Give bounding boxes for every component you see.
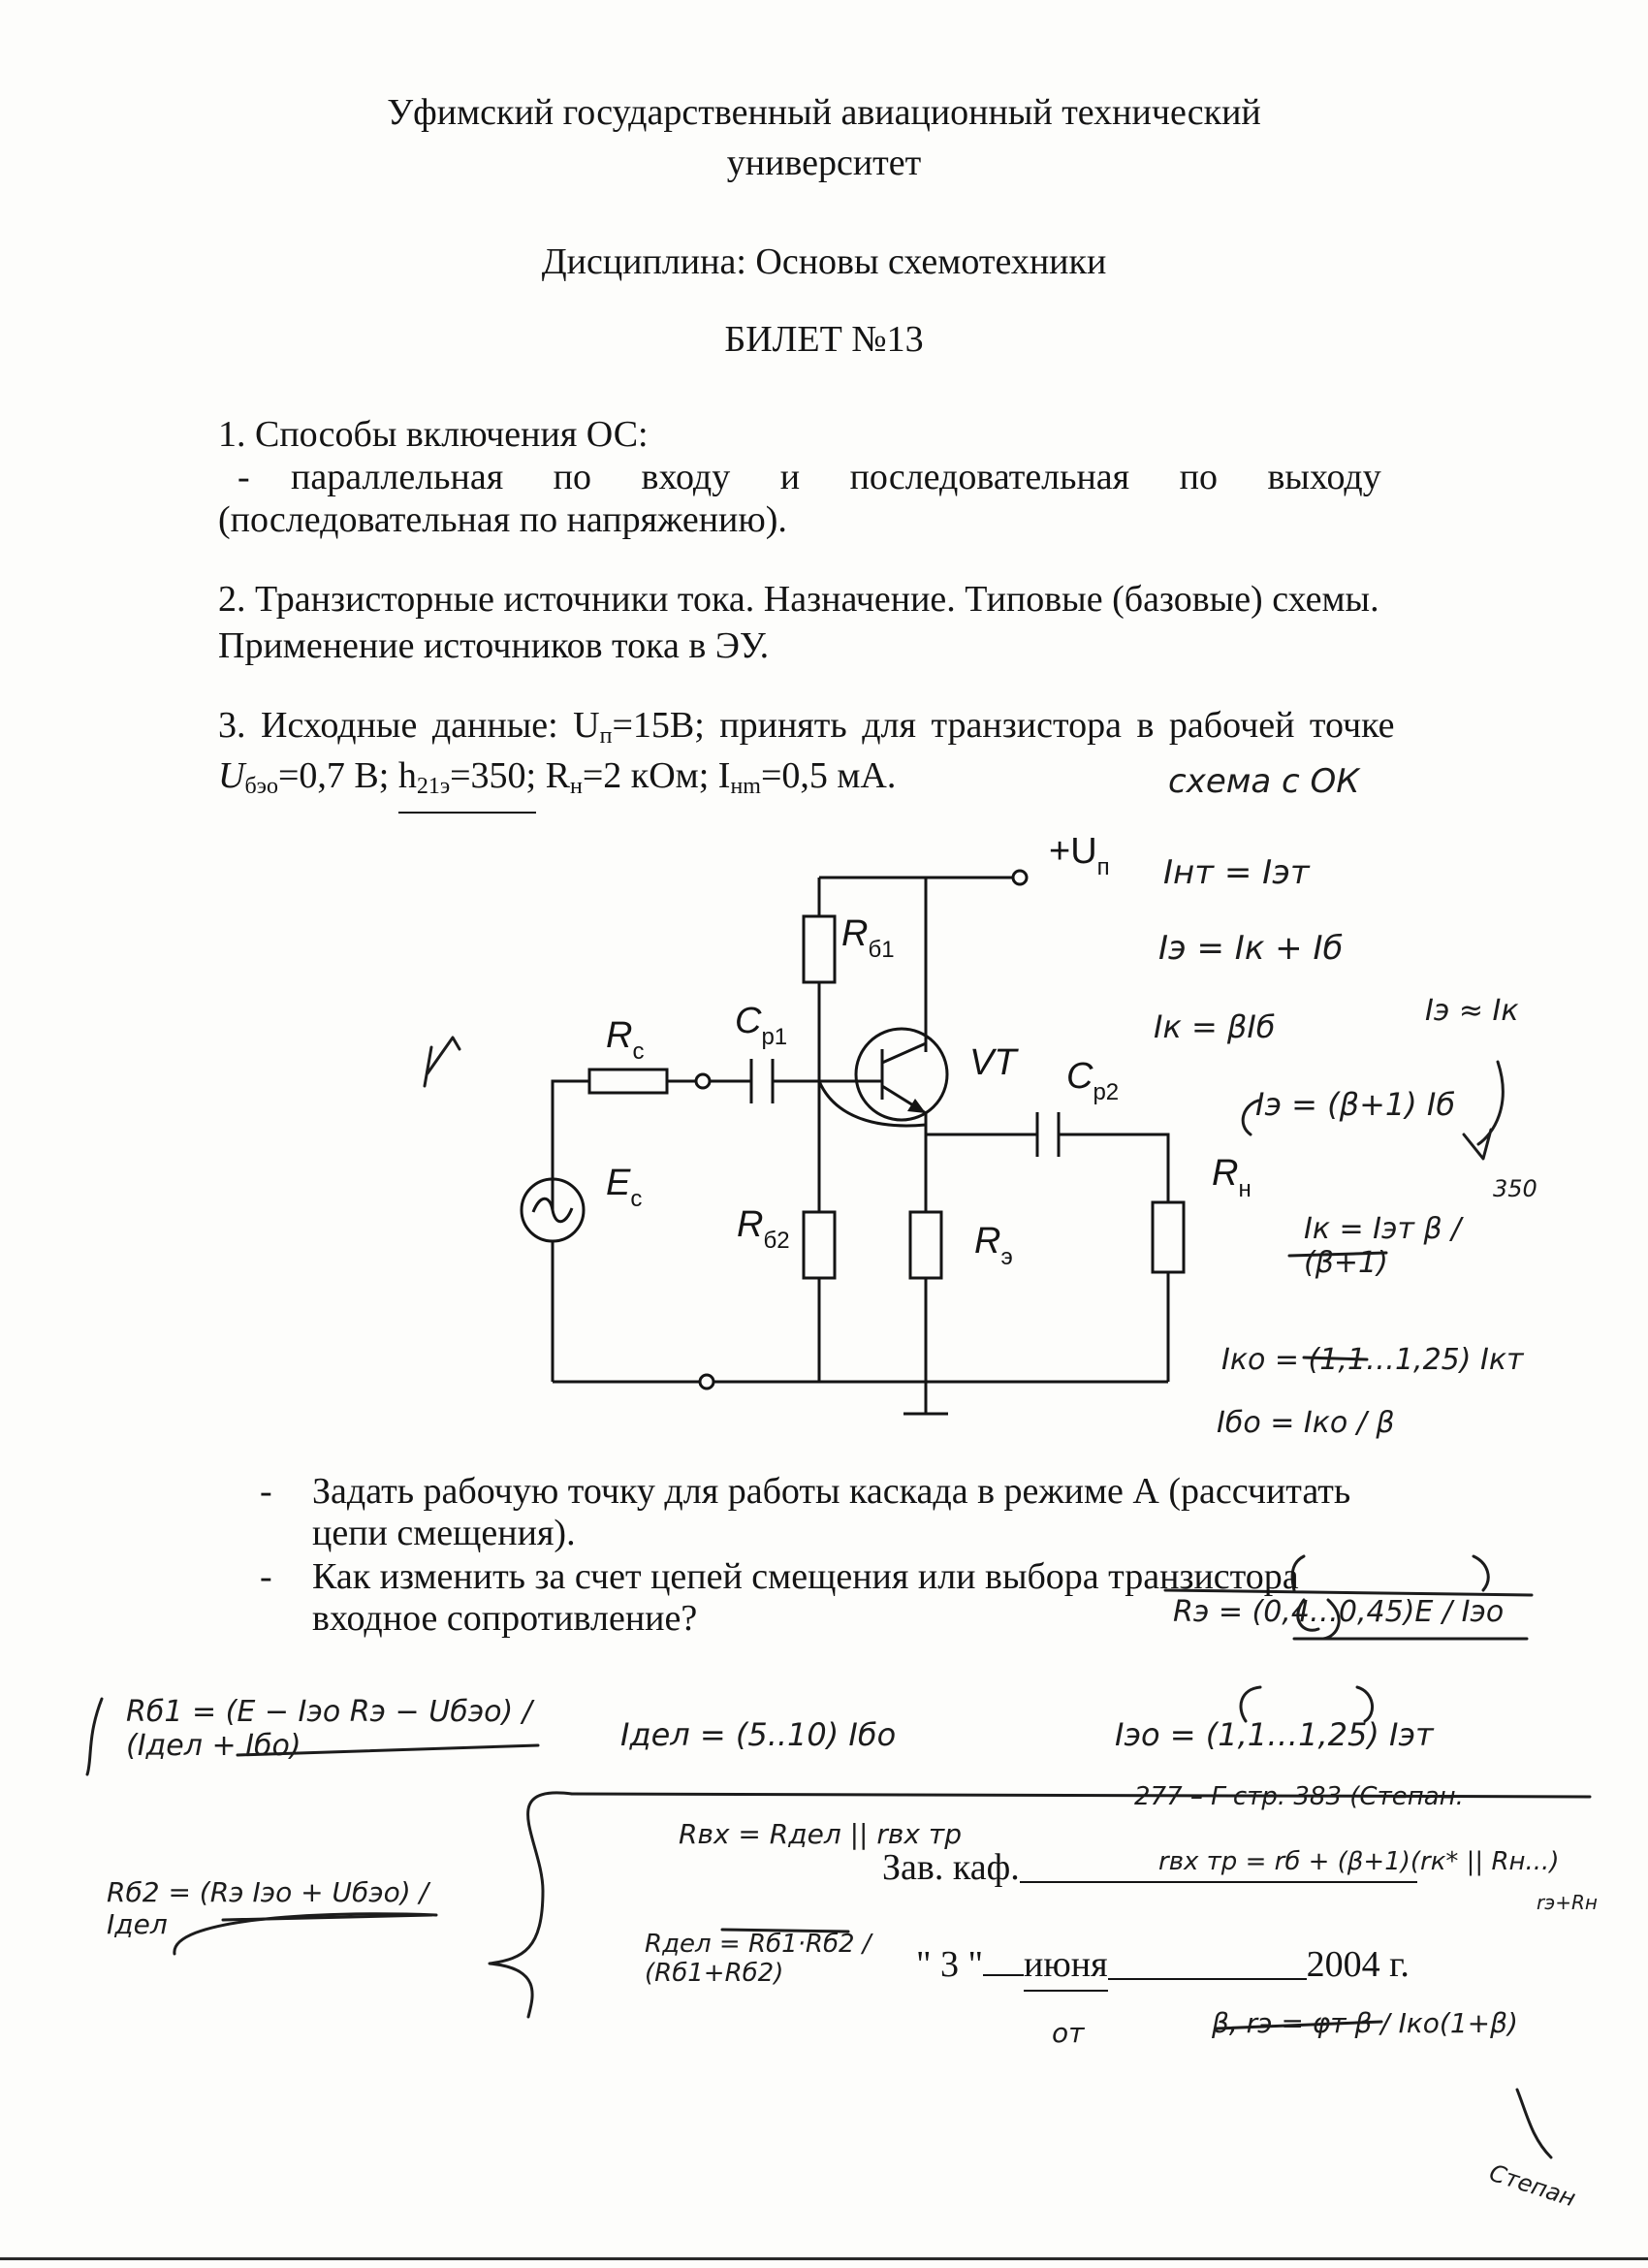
hw-formula-11: Iэо = (1,1…1,25) Iэт: [1115, 1716, 1434, 1753]
ground-rail: [553, 1382, 1168, 1414]
hw-formula-12: 277 – Г стр. 383 (Степан.: [1134, 1782, 1464, 1811]
hw-formula-19: rэ+Rн: [1537, 1891, 1598, 1914]
q3-symbol-u: U: [218, 755, 245, 796]
hw-formula-17: от: [1052, 2017, 1085, 2049]
scan-edge-line: [0, 2257, 1648, 2260]
signature-line: [1020, 1881, 1417, 1883]
date-line: [916, 1939, 1410, 1992]
question-2-line1: 2. Транзисторные источники тока. Назначение. Типовые (базовые) схемы.: [218, 579, 1379, 620]
task-1-line2: цепи смещения).: [312, 1513, 576, 1553]
hw-formula-3: Iк = βIб: [1154, 1008, 1276, 1045]
re-resistor: [910, 1212, 941, 1278]
hw-formula-13: Rвх = Rдел || rвх тр: [679, 1818, 962, 1850]
q3-sub-p: п: [599, 723, 613, 749]
transistor-vt: [856, 1029, 947, 1120]
hw-formula-16: Rдел = Rб1·Rб2 / (Rб1+Rб2): [645, 1930, 872, 1988]
hw-formula-10: Iдел = (5..10) Iбо: [620, 1716, 897, 1753]
q3-symbol-r: R: [545, 755, 570, 796]
discipline-title: Дисциплина: Основы схемотехники: [541, 241, 1107, 282]
hw-formula-3b: Iэ ≈ Iк: [1425, 994, 1519, 1028]
date-month: июня: [1024, 1939, 1108, 1992]
hw-formula-20: Степан: [1485, 2158, 1579, 2213]
ink-stroke-bottom: [1517, 2090, 1551, 2157]
cp1-label: $C_{р1}$: [735, 1001, 788, 1050]
rn-resistor: [1153, 1202, 1184, 1272]
ink-scribble: [425, 1038, 460, 1086]
q3-value-u: =0,7 В;: [277, 755, 390, 796]
cp1-capacitor: [710, 1059, 819, 1103]
rc-label: $R_c$: [606, 1015, 645, 1065]
task-1-bullet: -: [260, 1471, 272, 1512]
q3-sub-nm: нm: [730, 774, 761, 799]
ink-arrow: [1464, 1062, 1503, 1159]
q3-sub-n: н: [569, 774, 583, 799]
rb1-label: $R_{б1}$: [841, 913, 895, 963]
q3-value-h: =350;: [450, 755, 537, 796]
question-2-line2: Применение источников тока в ЭУ.: [218, 625, 770, 666]
cp2-capacitor: [1037, 1112, 1059, 1157]
hw-formula-1: Iнт = Iэт: [1163, 853, 1310, 892]
hw-formula-5: Iк = Iэт β / (β+1): [1304, 1212, 1462, 1280]
rb1-resistor: [804, 916, 835, 982]
supply-label: $+U_п$: [1049, 831, 1110, 880]
hw-formula-2: Iэ = Iк + Iб: [1158, 929, 1344, 968]
task-1-line1: Задать рабочую точку для работы каскада в режиме А (рассчитать: [312, 1471, 1351, 1512]
q3-sub-h: 21э: [416, 774, 451, 799]
task-2-line1: Как изменить за счет цепей смещения или выбора транзистора: [312, 1556, 1299, 1597]
hw-formula-4: Iэ = (β+1) Iб: [1255, 1086, 1456, 1123]
hw-formula-9: Rб1 = (E − Iэо Rэ − Uбэо) / (Iдел + Iбо): [126, 1695, 532, 1763]
question-1-title: 1. Способы включения ОС:: [218, 414, 649, 455]
hw-formula-4b: 350: [1493, 1175, 1537, 1202]
hw-formula-15: Rб2 = (Rэ Iэо + Uбэо) / Iдел: [107, 1876, 428, 1940]
q3-value-r: =2 кОм;: [582, 755, 710, 796]
hw-note-scheme: схема с ОК: [1168, 762, 1360, 801]
vt-label: VT: [969, 1042, 1017, 1083]
hw-formula-8: Rэ = (0,4…0,45)E / Iэо: [1173, 1595, 1505, 1629]
ticket-number: БИЛЕТ №13: [724, 319, 924, 360]
ink-brace: [490, 1793, 572, 2017]
question-1-line1: параллельная по входу и последовательная по выходу: [291, 457, 1381, 497]
re-label: $R_э$: [974, 1221, 1013, 1270]
rb2-resistor: [804, 1212, 835, 1278]
head-label: Зав. каф.: [882, 1847, 1020, 1888]
supply-terminal: [1013, 871, 1027, 884]
q3-value-i: =0,5 мА.: [760, 755, 897, 796]
q3-symbol-h: h: [397, 755, 417, 796]
date-day: " 3 ": [916, 1944, 984, 1985]
q3-text-rest: =15В; принять для транзистора в рабочей точке: [612, 705, 1395, 746]
ground-terminal: [700, 1375, 713, 1389]
ink-question-hook: [87, 1699, 102, 1774]
hw-formula-7: Iбо = Iко / β: [1217, 1406, 1395, 1440]
university-name-line2: университет: [726, 143, 922, 183]
ec-label: $E_c$: [606, 1163, 643, 1212]
hw-formula-6: Iко = (1,1…1,25) Iкт: [1221, 1343, 1524, 1377]
hw-formula-14: rвх тр = rб + (β+1)(rк* || Rн...): [1158, 1847, 1560, 1876]
rc-resistor: [589, 1070, 667, 1093]
question-1-line2: (последовательная по напряжению).: [218, 499, 787, 540]
task-2-bullet: -: [260, 1556, 272, 1597]
task-2-line2: входное сопротивление?: [312, 1598, 698, 1639]
q3-text-start: 3. Исходные данные: U: [218, 705, 600, 746]
rb2-label: $R_{б2}$: [737, 1204, 790, 1254]
q3-symbol-i: I: [717, 755, 731, 796]
hw-formula-18: β, rэ = φт β / Iко(1+β): [1212, 2007, 1518, 2039]
input-terminal: [696, 1074, 710, 1088]
output-wires: [926, 1113, 1168, 1202]
university-name: Уфимский государственный авиационный технический: [387, 92, 1261, 133]
date-year: 2004 г.: [1306, 1944, 1410, 1985]
rn-label: $R_н$: [1212, 1153, 1252, 1202]
emitter-arrow: [907, 1099, 926, 1113]
q3-sub-beo: бэо: [244, 774, 278, 799]
question-1-dash: -: [238, 457, 250, 497]
cp2-label: $C_{р2}$: [1066, 1056, 1120, 1105]
